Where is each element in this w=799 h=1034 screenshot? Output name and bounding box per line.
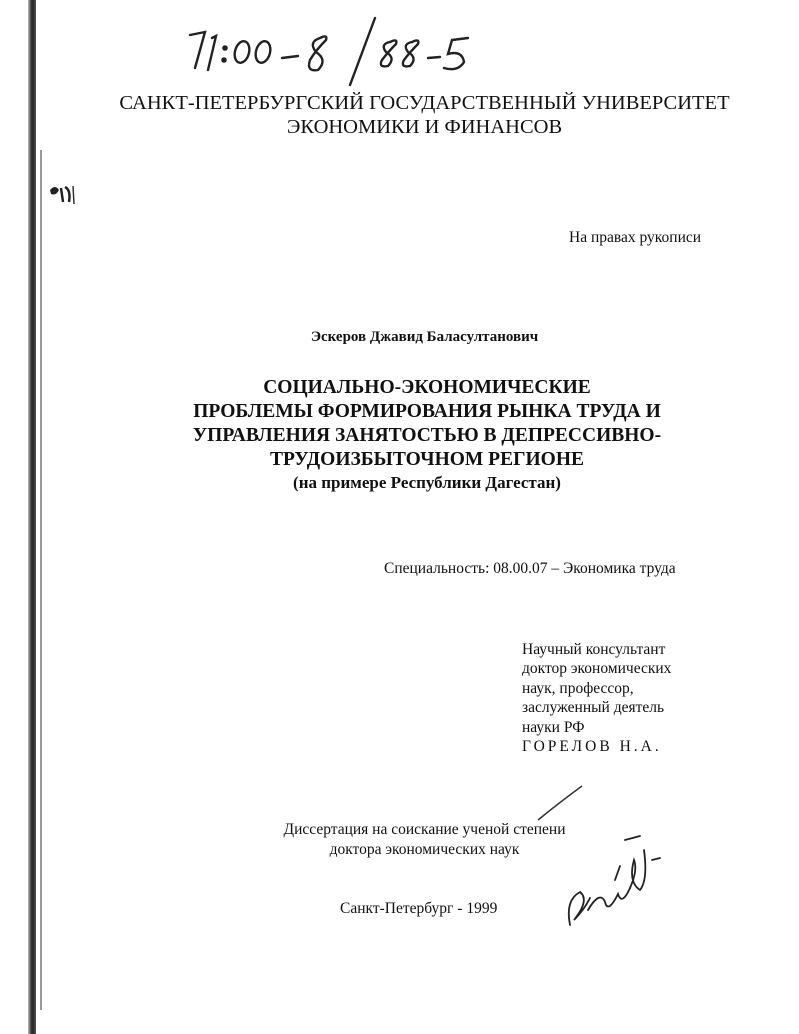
advisor-line-4: заслуженный деятель — [522, 699, 665, 716]
advisor-name: ГОРЕЛОВ Н.А. — [522, 738, 662, 755]
specialty: Специальность: 08.00.07 – Экономика труда — [384, 560, 676, 577]
scan-smudge-icon — [47, 182, 77, 208]
title-line-1: СОЦИАЛЬНО-ЭКОНОМИЧЕСКИЕ — [263, 377, 591, 398]
title-line-3: УПРАВЛЕНИЯ ЗАНЯТОСТЬЮ В ДЕПРЕССИВНО- — [192, 425, 662, 446]
manuscript-note: На правах рукописи — [569, 229, 702, 246]
city-year: Санкт-Петербург - 1999 — [340, 900, 498, 917]
handwritten-archive-number — [150, 10, 510, 90]
advisor-line-5: науки РФ — [522, 719, 585, 736]
university-line-2: ЭКОНОМИКИ И ФИНАНСОВ — [286, 116, 563, 138]
scan-binding-shadow — [40, 150, 42, 1010]
title-line-4: ТРУДОИЗБЫТОЧНОМ РЕГИОНЕ — [269, 449, 585, 470]
advisor-line-3: наук, профессор, — [522, 680, 634, 697]
dissertation-line-2: доктора экономических наук — [329, 841, 520, 858]
author-name: Эскеров Джавид Баласултанович — [310, 329, 539, 345]
university-line-1: САНКТ-ПЕТЕРБУРГСКИЙ ГОСУДАРСТВЕННЫЙ УНИВЕРСИТЕТ — [119, 92, 730, 114]
title-line-2: ПРОБЛЕМЫ ФОРМИРОВАНИЯ РЫНКА ТРУДА И — [193, 401, 661, 422]
scan-binding-edge — [28, 0, 36, 1034]
advisor-line-1: Научный консультант — [522, 641, 666, 658]
advisor-line-2: доктор экономических — [522, 660, 672, 677]
title-subtitle: (на примере Республики Дагестан) — [293, 473, 561, 492]
signature-mark — [560, 830, 670, 940]
dissertation-line-1: Диссертация на соискание ученой степени — [283, 821, 566, 838]
